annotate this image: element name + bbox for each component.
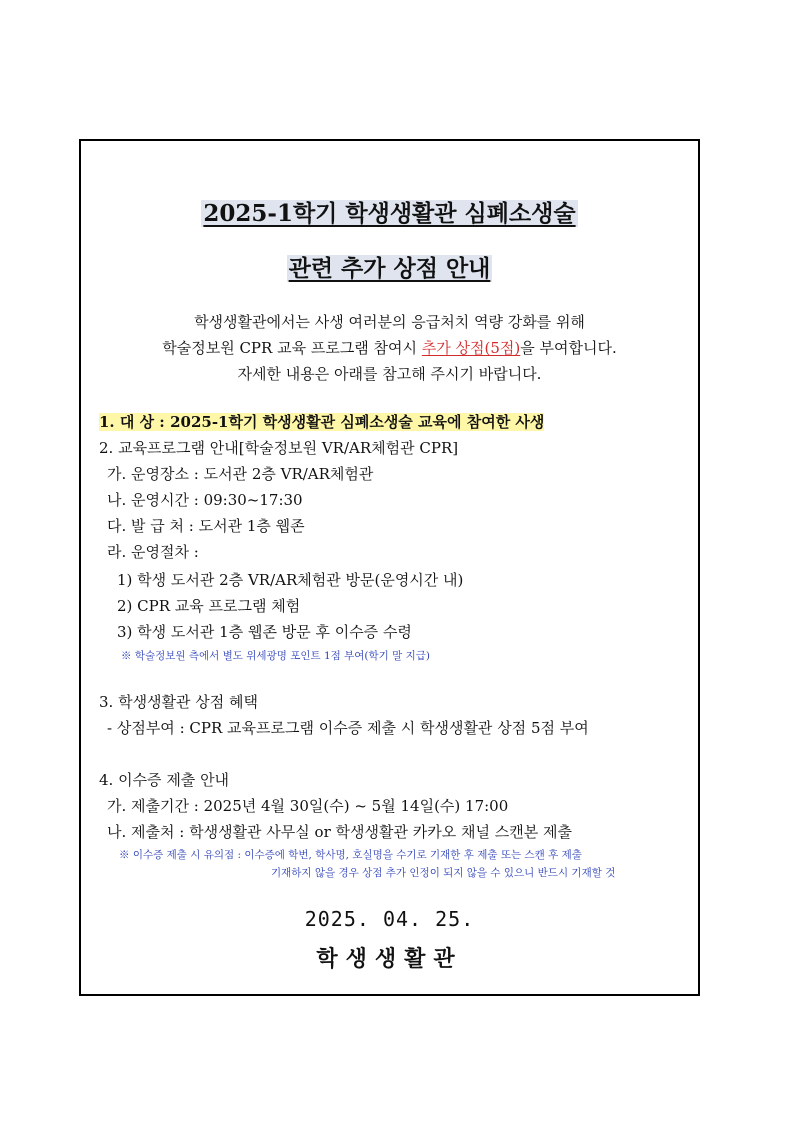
intro-bonus-points: 추가 상점(5점) — [421, 339, 521, 357]
procedure-step-3: 3) 학생 도서관 1층 웹존 방문 후 이수증 수령 — [117, 623, 412, 641]
notice-title-line1 — [81, 199, 698, 229]
notice-title-line1-text: 2025-1학기 학생생활관 심폐소생술 — [203, 200, 576, 227]
submission-note-line1: ※ 이수증 제출 시 유의점 : 이수증에 학번, 학사명, 호실명을 수기로 기재한 후 제출 또는 스캔 후 제출 — [119, 849, 582, 861]
program-note: ※ 학술정보원 측에서 별도 위세광명 포인트 1점 부여(학기 말 지급) — [121, 650, 430, 662]
procedure-step-2: 2) CPR 교육 프로그램 체험 — [117, 597, 301, 615]
program-issuer: 다. 발 급 처 : 도서관 1층 웹존 — [107, 517, 305, 535]
intro-line-2-before: 학술정보원 CPR 교육 프로그램 참여시 — [162, 339, 422, 357]
notice-title-line2 — [81, 254, 698, 284]
issuing-organization: 학생생활관 — [316, 946, 463, 972]
intro-line-3: 자세한 내용은 아래를 참고해 주시기 바랍니다. — [237, 365, 542, 383]
benefit-item: - 상점부여 : CPR 교육프로그램 이수증 제출 시 학생생활관 상점 5점 부여 — [107, 719, 589, 737]
submission-period: 가. 제출기간 : 2025년 4월 30일(수) ~ 5월 14일(수) 17:00 — [107, 797, 509, 815]
submission-note-line2: 기재하지 않을 경우 상점 추가 인정이 되지 않을 수 있으니 반드시 기재할 것 — [271, 867, 616, 879]
intro-line-2 — [81, 335, 698, 361]
section-benefit-heading: 3. 학생생활관 상점 혜택 — [99, 693, 259, 711]
section-submission-heading: 4. 이수증 제출 안내 — [99, 771, 230, 789]
section-target-text: 1. 대 상 : 2025-1학기 학생생활관 심폐소생술 교육에 참여한 사생 — [99, 413, 545, 431]
notice-title-line2-text: 관련 추가 상점 안내 — [288, 255, 491, 282]
procedure-step-1: 1) 학생 도서관 2층 VR/AR체험관 방문(운영시간 내) — [117, 571, 464, 589]
submission-place: 나. 제출처 : 학생생활관 사무실 or 학생생활관 카카오 채널 스캔본 제출 — [107, 823, 572, 841]
section-program-heading: 2. 교육프로그램 안내[학술정보원 VR/AR체험관 CPR] — [99, 439, 459, 457]
intro-line-2-after: 을 부여합니다. — [520, 339, 617, 357]
intro-line-1: 학생생활관에서는 사생 여러분의 응급처치 역량 강화를 위해 — [194, 313, 585, 331]
program-procedure-heading: 라. 운영절차 : — [107, 543, 199, 561]
section-target — [99, 411, 544, 433]
notice-date: 2025. 04. 25. — [304, 907, 475, 931]
program-hours: 나. 운영시간 : 09:30~17:30 — [107, 491, 303, 509]
notice-frame — [79, 139, 700, 996]
program-location: 가. 운영장소 : 도서관 2층 VR/AR체험관 — [107, 465, 374, 483]
